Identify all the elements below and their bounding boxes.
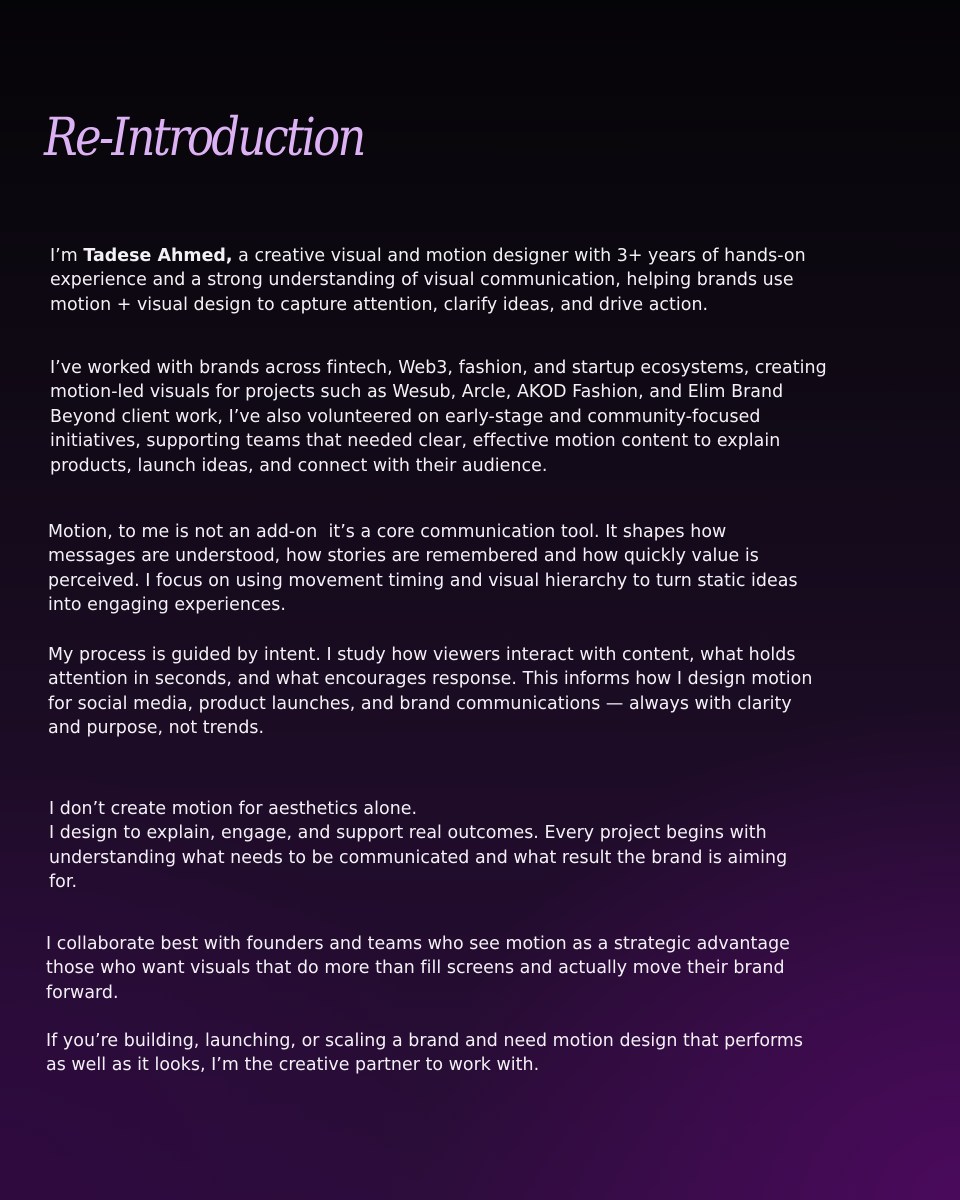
- motion-line: messages are understood, how stories are remembered and how quickly value is: [48, 546, 759, 567]
- process-line: My process is guided by intent. I study how viewers interact with content, what holds: [48, 645, 796, 665]
- motion-line: perceived. I focus on using movement timing and visual hierarchy to turn static ideas: [48, 570, 798, 591]
- motion-line: into engaging experiences.: [48, 595, 286, 616]
- intro-line-2: experience and a strong understanding of visual communication, helping brands use: [50, 270, 794, 291]
- closing-paragraph: [46, 1029, 803, 1078]
- aesthetics-line: I don’t create motion for aesthetics alone.: [49, 799, 418, 819]
- work-line: I’ve worked with brands across fintech, Web3, fashion, and startup ecosystems, creating: [50, 358, 827, 378]
- designer-name: Tadese Ahmed,: [83, 246, 233, 266]
- collaborate-line: I collaborate best with founders and teams who see motion as a strategic advantage: [46, 934, 790, 954]
- process-line: for social media, product launches, and brand communications — always with clarity: [48, 693, 792, 714]
- work-line: Beyond client work, I’ve also volunteered on early-stage and community-focused: [50, 406, 761, 427]
- intro-line-1: [50, 244, 806, 268]
- aesthetics-line: understanding what needs to be communicated and what result the brand is aiming: [49, 847, 788, 868]
- aesthetics-paragraph: [49, 797, 787, 895]
- motion-line: Motion, to me is not an add-on it’s a core communication tool. It shapes how: [48, 522, 727, 542]
- closing-line: If you’re building, launching, or scaling a brand and need motion design that performs: [46, 1031, 804, 1051]
- aesthetics-line: I design to explain, engage, and support real outcomes. Every project begins with: [49, 823, 767, 844]
- process-paragraph: [48, 643, 812, 741]
- intro-line-3: motion + visual design to capture attention, clarify ideas, and drive action.: [50, 294, 709, 315]
- work-line: motion-led visuals for projects such as Wesub, Arcle, AKOD Fashion, and Elim Brand: [50, 382, 784, 403]
- intro-paragraph: [50, 244, 806, 317]
- closing-line: as well as it looks, I’m the creative partner to work with.: [46, 1055, 540, 1076]
- collaborate-line: forward.: [46, 982, 119, 1003]
- work-paragraph: [50, 356, 827, 478]
- collaborate-line: those who want visuals that do more than fill screens and actually move their brand: [46, 958, 785, 979]
- work-line: products, launch ideas, and connect with their audience.: [50, 455, 548, 476]
- intro-line-1-rest: a creative visual and motion designer with 3+ years of hands-on: [232, 246, 806, 266]
- work-line: initiatives, supporting teams that needed clear, effective motion content to explain: [50, 431, 781, 452]
- process-line: and purpose, not trends.: [48, 718, 265, 739]
- intro-prefix: I’m: [50, 246, 84, 266]
- collaborate-paragraph: [46, 932, 790, 1005]
- aesthetics-line: for.: [49, 872, 78, 893]
- motion-paragraph: [48, 520, 798, 618]
- process-line: attention in seconds, and what encourages response. This informs how I design motion: [48, 669, 813, 690]
- page-title: Re-Introduction: [44, 108, 364, 168]
